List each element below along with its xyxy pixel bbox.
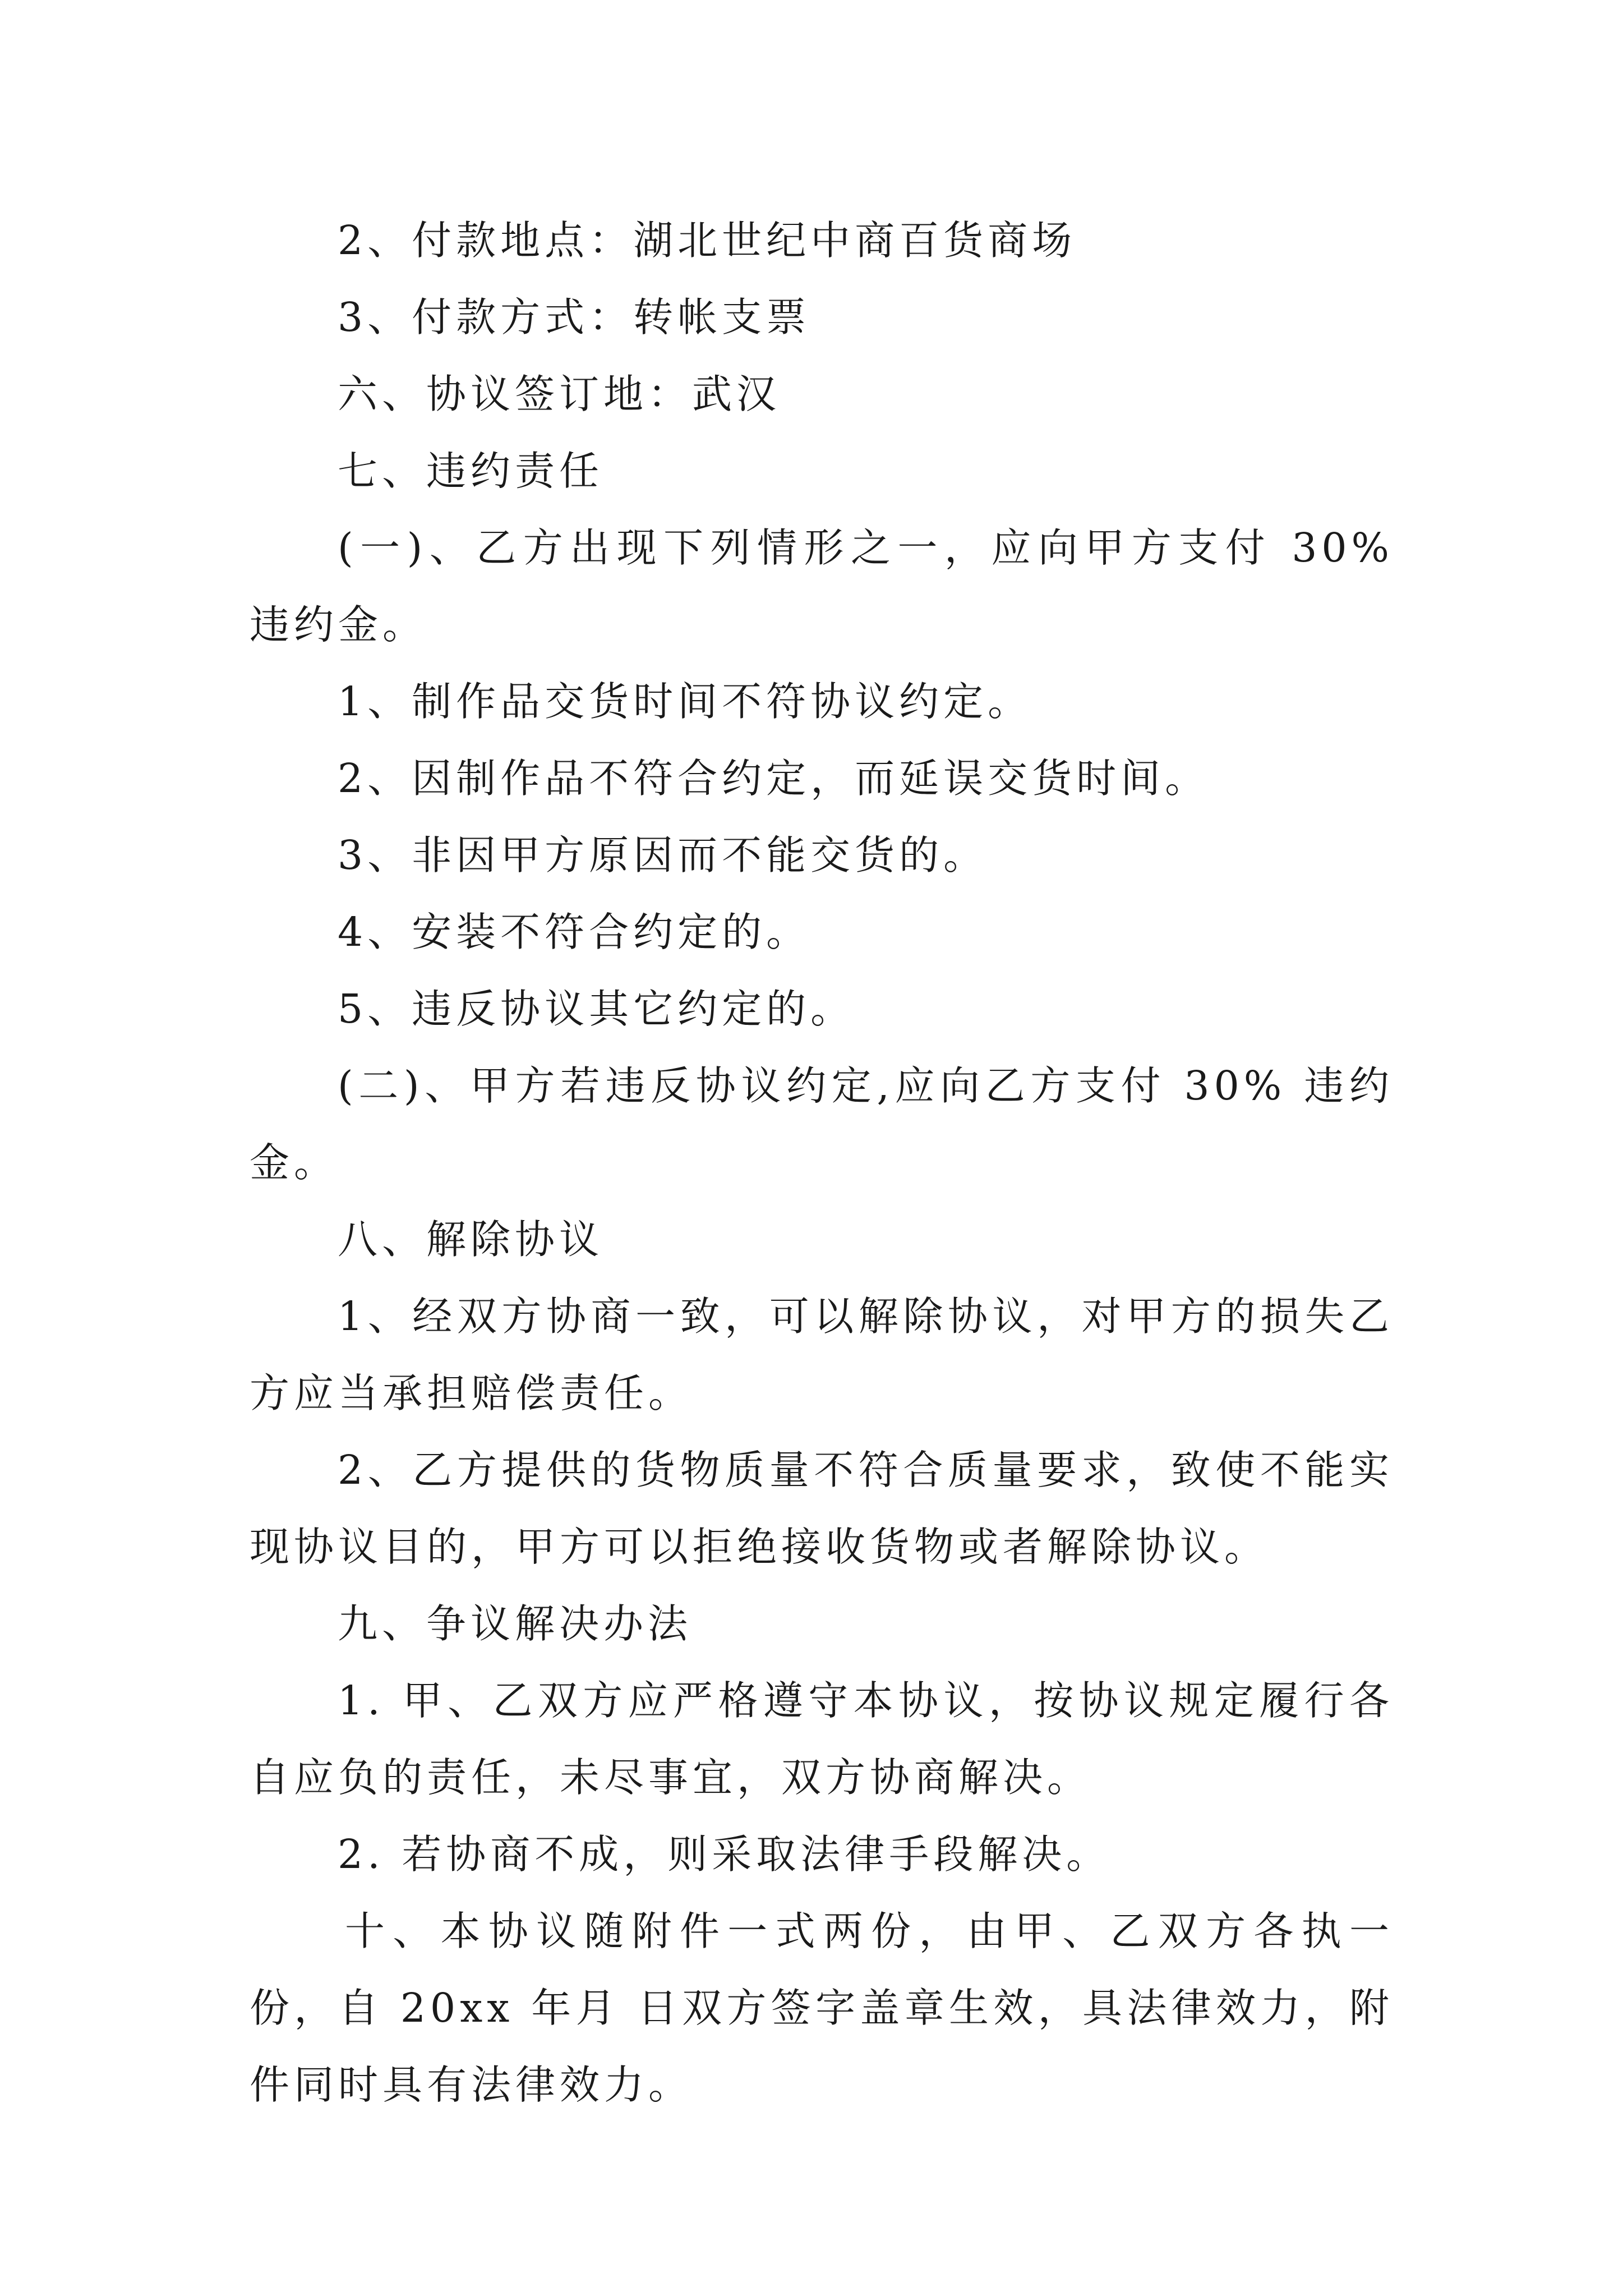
list-item: 2、因制作品不符合约定，而延误交货时间。 — [338, 755, 1210, 802]
paragraph-party-b-penalty: (一)、乙方出现下列情形之一，应向甲方支付 30% 违约金。 — [250, 524, 1394, 648]
section-heading-dispute: 九、争议解决办法 — [338, 1600, 693, 1647]
section-heading-termination: 八、解除协议 — [338, 1216, 604, 1263]
list-item: 1. 甲、乙双方应严格遵守本协议，按协议规定履行各自应负的责任，未尽事宜，双方协商解决。 — [250, 1677, 1394, 1801]
paragraph-payment-method: 3、付款方式：转帐支票 — [338, 294, 811, 341]
paragraph-party-a-penalty: (二)、甲方若违反协议约定,应向乙方支付 30% 违约金。 — [250, 1062, 1394, 1186]
paragraph-payment-location: 2、付款地点：湖北世纪中商百货商场 — [338, 217, 1077, 264]
paragraph-signing-place: 六、协议签订地：武汉 — [338, 371, 781, 417]
list-item: 1、经双方协商一致，可以解除协议，对甲方的损失乙方应当承担赔偿责任。 — [250, 1293, 1394, 1416]
list-item: 2、乙方提供的货物质量不符合质量要求，致使不能实现协议目的，甲方可以拒绝接收货物或者解除协议。 — [250, 1447, 1394, 1570]
document-body — [250, 202, 1394, 2123]
list-item: 3、非因甲方原因而不能交货的。 — [338, 832, 988, 878]
list-item: 4、安装不符合约定的。 — [338, 909, 811, 955]
list-item: 5、违反协议其它约定的。 — [338, 986, 855, 1032]
section-heading-liability: 七、违约责任 — [338, 448, 604, 494]
list-item: 2. 若协商不成，则采取法律手段解决。 — [338, 1831, 1111, 1878]
list-item: 1、制作品交货时间不符协议约定。 — [338, 678, 1032, 725]
paragraph-copies-effect: 十、本协议随附件一式两份，由甲、乙双方各执一份，自 20xx 年月 日双方签字盖章生效，具法律效力，附件同时具有法律效力。 — [250, 1908, 1394, 2108]
